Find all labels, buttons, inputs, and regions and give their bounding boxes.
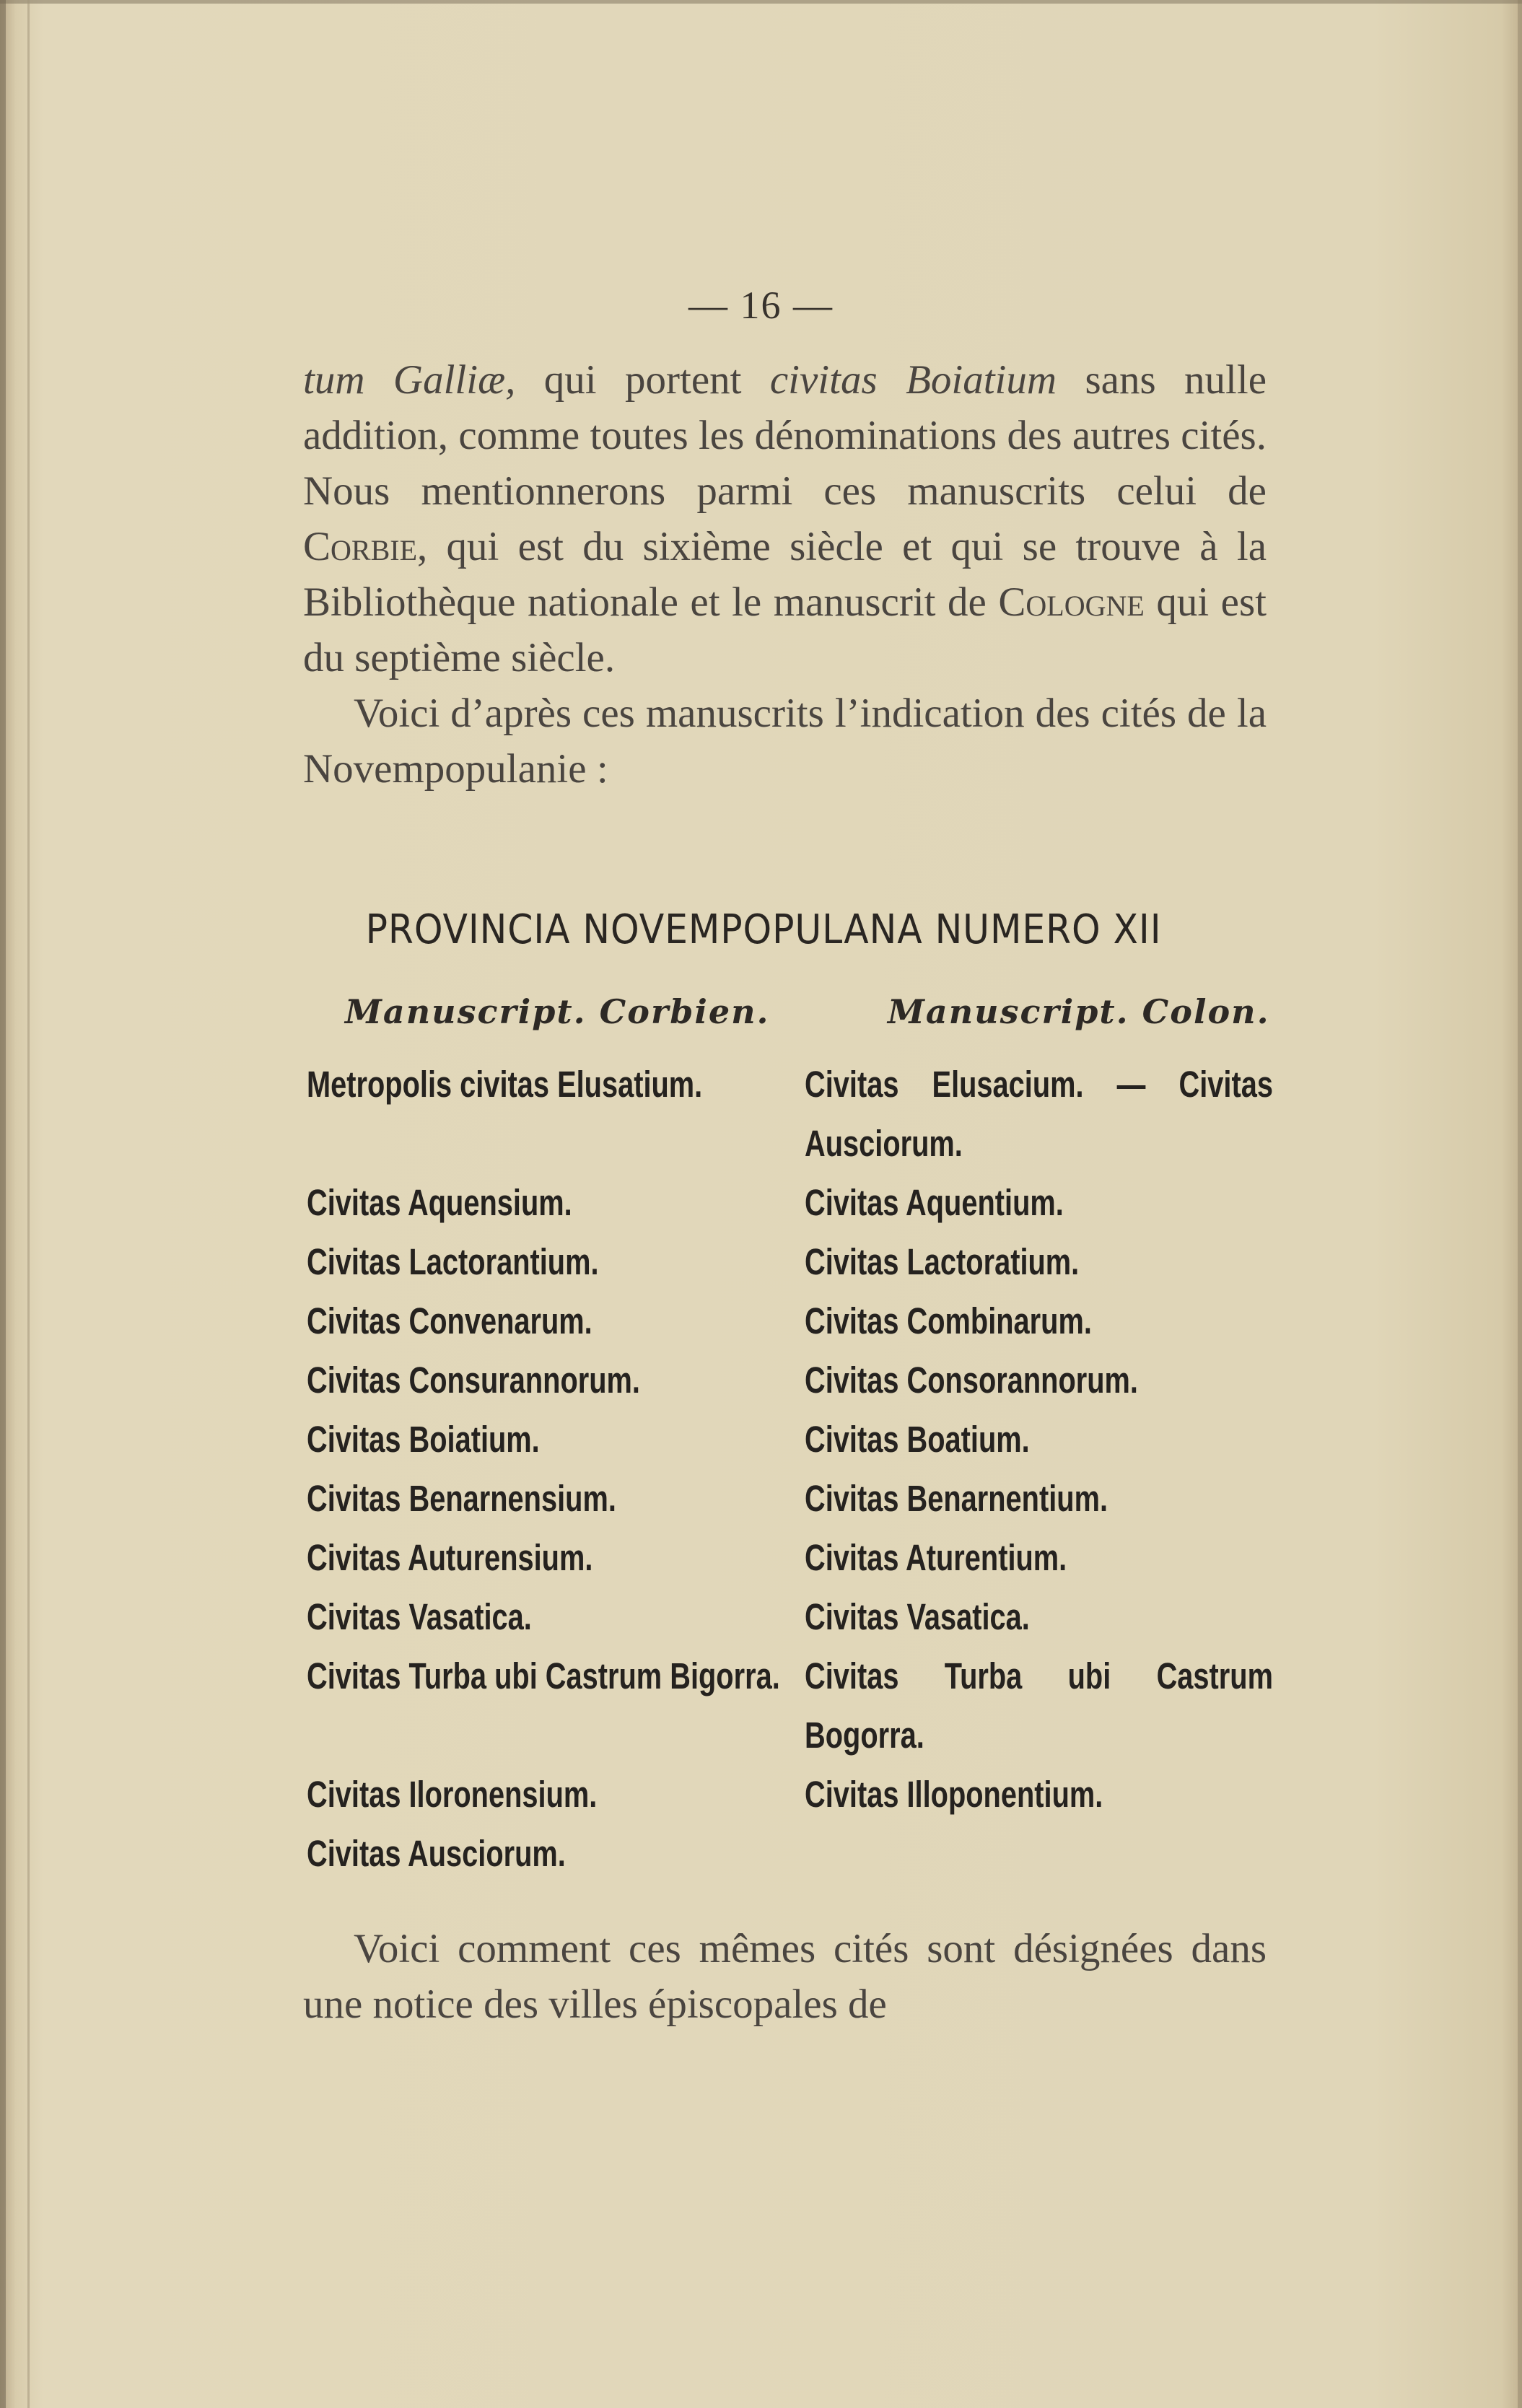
cell-corbien — [307, 1351, 805, 1410]
cell-corbien-text: Civitas Boiatium. — [307, 1419, 540, 1460]
cell-colon-text: Civitas Aturentium. — [805, 1537, 1067, 1578]
cell-corbien-text: Civitas Turba ubi Castrum Bigorra. — [307, 1655, 780, 1696]
cell-corbien — [307, 1233, 805, 1292]
cell-corbien-text: Civitas Convenarum. — [307, 1300, 592, 1341]
intro-text-c: , qui est du sixième siècle et qui se trouve à la Bibliothèque nationale et le manuscrit de — [303, 524, 1267, 625]
outro-paragraph: Voici comment ces mêmes cités sont désignées dans une notice des villes épiscopales de — [303, 1926, 1267, 2027]
cell-colon — [805, 1410, 1274, 1469]
table-row — [307, 1055, 1274, 1173]
cell-colon — [805, 1173, 1274, 1233]
cell-corbien-text: Civitas Consurannorum. — [307, 1360, 640, 1401]
cell-corbien-text: Civitas Lactorantium. — [307, 1241, 599, 1282]
table-row — [307, 1588, 1274, 1647]
cell-colon-text: Civitas Combinarum. — [805, 1300, 1092, 1341]
cell-colon-text: Civitas Lactoratium. — [805, 1241, 1080, 1282]
cell-colon — [805, 1055, 1274, 1173]
intro-smallcaps-cologne: Cologne — [998, 579, 1145, 625]
cell-colon-text: Civitas Vasatica. — [805, 1596, 1030, 1637]
cell-corbien-text: Civitas Vasatica. — [307, 1596, 532, 1637]
column-head-left: Manuscript. Corbien. — [345, 992, 770, 1031]
cell-corbien-text: Metropolis civitas Elusatium. — [307, 1064, 703, 1105]
page-edge-right — [1518, 0, 1522, 2408]
cell-colon-text: Civitas Boatium. — [805, 1419, 1030, 1460]
cell-corbien-text: Civitas Aquensium. — [307, 1182, 572, 1223]
cell-colon-text: Civitas Benarnentium. — [805, 1478, 1108, 1519]
table-row — [307, 1647, 1274, 1765]
cell-corbien-text: Civitas Benarnensium. — [307, 1478, 616, 1519]
table-row — [307, 1824, 1274, 1883]
cell-colon — [805, 1292, 1274, 1351]
cell-colon — [805, 1469, 1274, 1528]
table-row — [307, 1765, 1274, 1824]
intro-italic-b: civitas Boiatium — [769, 357, 1057, 403]
intro-text — [303, 352, 1267, 797]
page-fold-line — [27, 0, 30, 2408]
table-row — [307, 1292, 1274, 1351]
cell-colon — [805, 1528, 1274, 1588]
intro-text-d: qui est du septième siècle. — [303, 579, 1267, 680]
intro-italic-a: tum Galliæ, — [303, 357, 516, 403]
cell-corbien-text: Civitas Auturensium. — [307, 1537, 593, 1578]
cell-colon — [805, 1765, 1274, 1824]
table-row — [307, 1173, 1274, 1233]
cell-colon — [805, 1233, 1274, 1292]
intro-paragraph-2: Voici d’après ces manuscrits l’indication des cités de la Novempopulanie : — [303, 691, 1267, 792]
cell-corbien — [307, 1055, 805, 1173]
city-list-table — [307, 1055, 1274, 1883]
section-heading: PROVINCIA NOVEMPOPULANA NUMERO XII — [365, 906, 1162, 953]
cell-corbien-text: Civitas Ausciorum. — [307, 1833, 566, 1874]
page-edge-left — [0, 0, 6, 2408]
cell-corbien — [307, 1647, 805, 1765]
table-row — [307, 1410, 1274, 1469]
cell-corbien — [307, 1588, 805, 1647]
cell-colon — [805, 1588, 1274, 1647]
cell-colon — [805, 1647, 1274, 1765]
cell-colon — [805, 1351, 1274, 1410]
cell-corbien — [307, 1824, 805, 1883]
table-row — [307, 1528, 1274, 1588]
cell-colon-text: Civitas Consorannorum. — [805, 1360, 1138, 1401]
intro-text-a: qui portent — [515, 357, 770, 403]
outro-text — [303, 1921, 1267, 2032]
cell-colon-text: Civitas Illoponentium. — [805, 1774, 1103, 1815]
table-row — [307, 1469, 1274, 1528]
cell-corbien — [307, 1173, 805, 1233]
cell-corbien — [307, 1410, 805, 1469]
table-row — [307, 1351, 1274, 1410]
cell-colon — [805, 1824, 1274, 1883]
table-row — [307, 1233, 1274, 1292]
cell-corbien — [307, 1469, 805, 1528]
cell-corbien — [307, 1765, 805, 1824]
cell-corbien — [307, 1528, 805, 1588]
cell-colon-text: Civitas Aquentium. — [805, 1182, 1064, 1223]
cell-colon-text: Civitas Turba ubi Castrum Bogorra. — [805, 1655, 1273, 1756]
intro-smallcaps-corbie: Corbie — [303, 524, 418, 569]
page-edge-top — [0, 0, 1522, 4]
cell-colon-text: Civitas Elusacium. — Civitas Ausciorum. — [805, 1064, 1273, 1164]
column-head-right: Manuscript. Colon. — [888, 992, 1270, 1031]
intro-paragraph-1 — [303, 352, 1267, 686]
cell-corbien-text: Civitas Iloronensium. — [307, 1774, 598, 1815]
cell-corbien — [307, 1292, 805, 1351]
intro-text-b: sans nulle addition, comme toutes les dénominations des autres cités. Nous mentionnerons parmi ces manuscrits celui de — [303, 357, 1267, 514]
page-number: — 16 — — [688, 284, 834, 327]
